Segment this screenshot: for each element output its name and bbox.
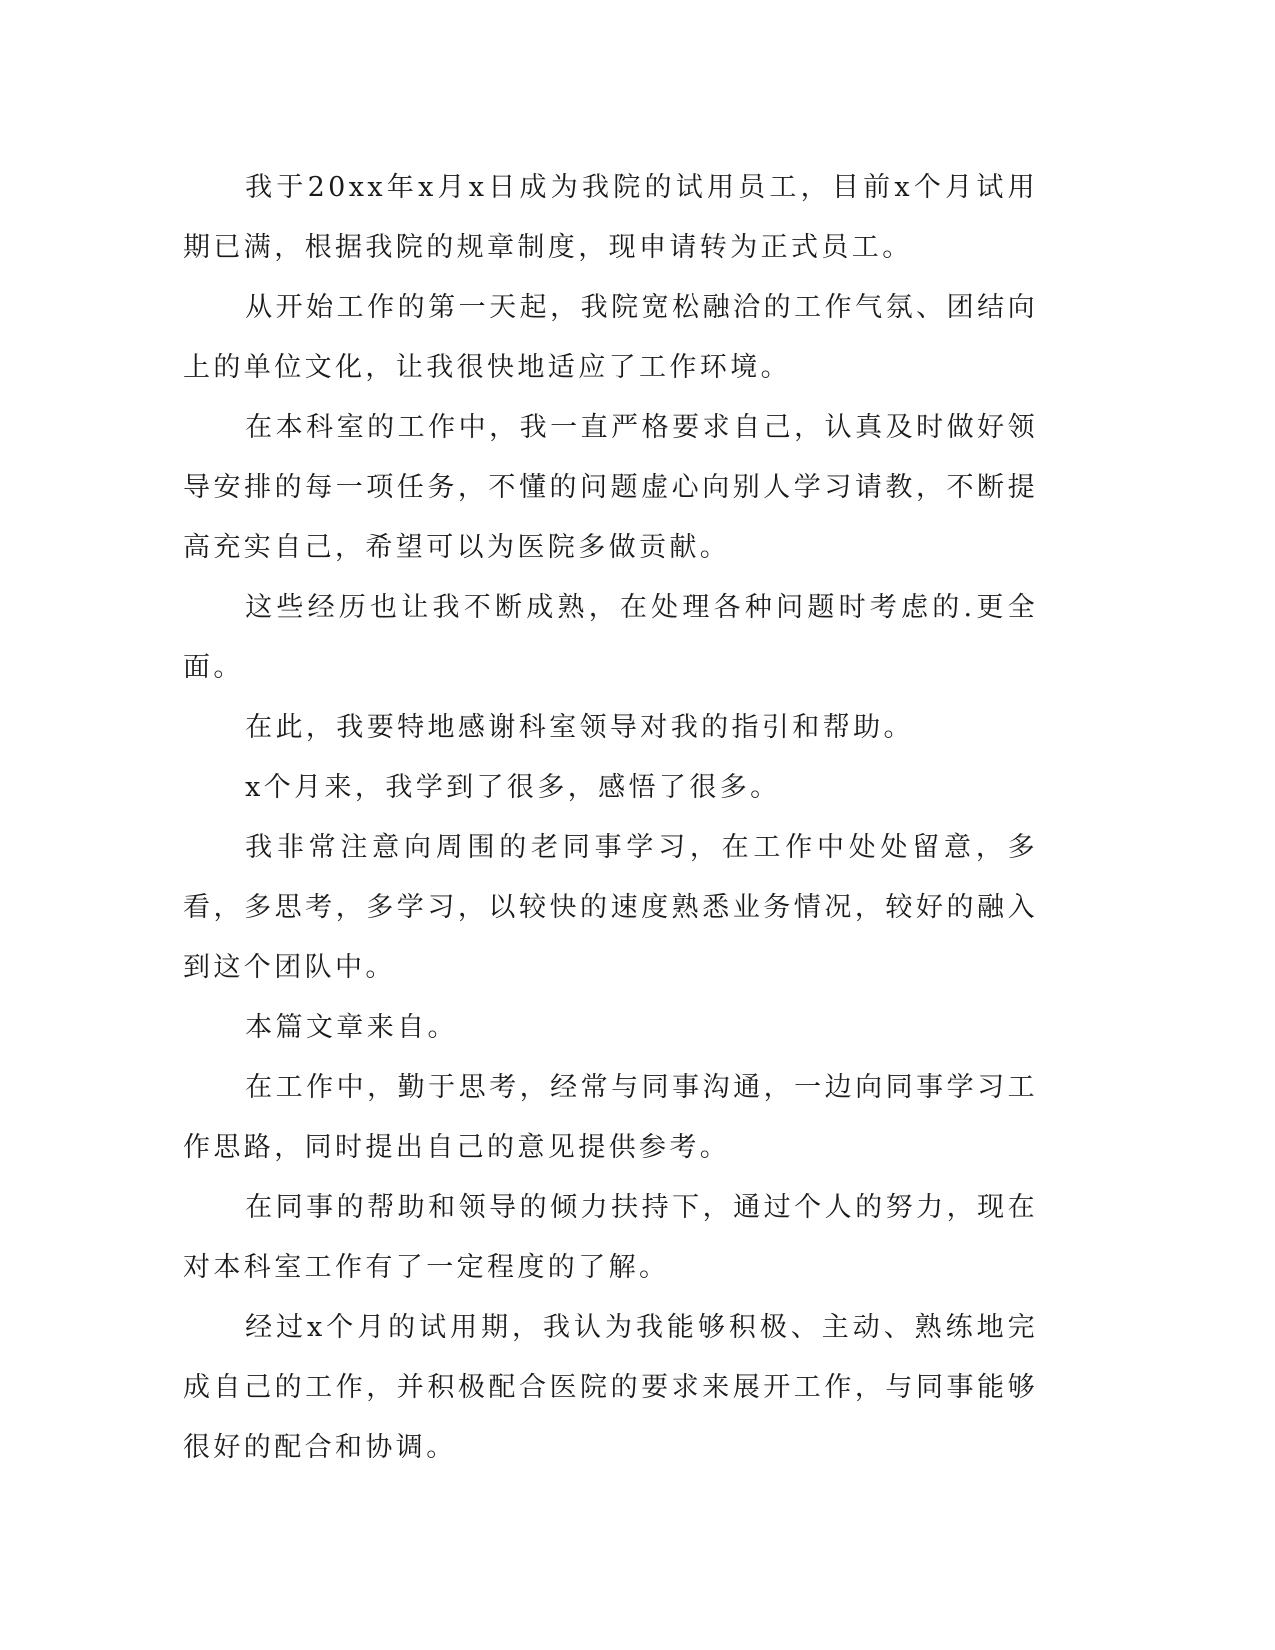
paragraph-6: x个月来，我学到了很多，感悟了很多。 <box>245 772 781 803</box>
paragraph-4: 这些经历也让我不断成熟，在处理各种问题时考虑的.更全面。 <box>183 592 1038 683</box>
document-body <box>183 158 1038 1478</box>
paragraph-8: 本篇文章来自。 <box>245 1012 458 1043</box>
paragraph-3: 在本科室的工作中，我一直严格要求自己，认真及时做好领导安排的每一项任务，不懂的问题虚心向别人学习请教，不断提高充实自己，希望可以为医院多做贡献。 <box>183 412 1038 563</box>
paragraph-5: 在此，我要特地感谢科室领导对我的指引和帮助。 <box>245 712 914 743</box>
paragraph-7: 我非常注意向周围的老同事学习，在工作中处处留意，多看，多思考，多学习，以较快的速度熟悉业务情况，较好的融入到这个团队中。 <box>183 832 1038 983</box>
paragraph-10: 在同事的帮助和领导的倾力扶持下，通过个人的努力，现在对本科室工作有了一定程度的了解。 <box>183 1192 1038 1283</box>
paragraph-11: 经过x个月的试用期，我认为我能够积极、主动、熟练地完成自己的工作，并积极配合医院的要求来展开工作，与同事能够很好的配合和协调。 <box>183 1312 1038 1463</box>
paragraph-1: 我于20xx年x月x日成为我院的试用员工，目前x个月试用期已满，根据我院的规章制度，现申请转为正式员工。 <box>183 172 1038 263</box>
paragraph-9: 在工作中，勤于思考，经常与同事沟通，一边向同事学习工作思路，同时提出自己的意见提供参考。 <box>183 1072 1038 1163</box>
paragraph-2: 从开始工作的第一天起，我院宽松融洽的工作气氛、团结向上的单位文化，让我很快地适应了工作环境。 <box>183 292 1038 383</box>
